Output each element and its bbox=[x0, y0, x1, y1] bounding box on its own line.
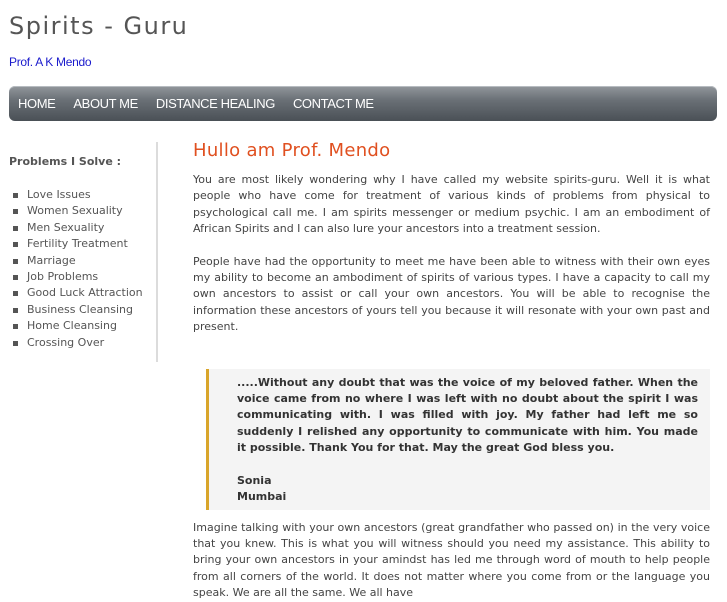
sidebar-item-women-sexuality[interactable] bbox=[9, 203, 156, 219]
nav-about-me[interactable]: ABOUT ME bbox=[73, 96, 138, 111]
intro-paragraph: You are most likely wondering why I have called my website spirits-guru. Well it is what people who have come for treatment of various kinds of problems from physical to psychological call me. I am spirits messenger or medium psychic. I am an embodiment of African Spirits and I can also lure your ancestors into a treatment session. bbox=[193, 173, 710, 236]
nav-contact-me[interactable]: CONTACT ME bbox=[292, 96, 374, 111]
sidebar-item-good-luck-attraction[interactable] bbox=[9, 285, 156, 301]
bullet-icon bbox=[13, 226, 18, 231]
main-content bbox=[193, 140, 710, 602]
bullet-icon bbox=[13, 291, 18, 296]
sidebar bbox=[9, 142, 158, 362]
sidebar-item-label: Home Cleansing bbox=[27, 319, 117, 333]
sidebar-heading: Problems I Solve : bbox=[9, 155, 122, 168]
bullet-icon bbox=[13, 242, 18, 247]
bullet-icon bbox=[13, 324, 18, 329]
sidebar-item-marriage[interactable] bbox=[9, 253, 156, 269]
sidebar-item-label: Fertility Treatment bbox=[27, 237, 128, 251]
bullet-icon bbox=[13, 275, 18, 280]
bullet-icon bbox=[13, 193, 18, 198]
site-subtitle: Prof. A K Mendo bbox=[9, 55, 92, 69]
nav-list bbox=[9, 86, 717, 121]
testimonial-quote bbox=[206, 369, 710, 510]
sidebar-item-label: Crossing Over bbox=[27, 335, 105, 349]
bullet-icon bbox=[13, 341, 18, 346]
second-paragraph: People have had the opportunity to meet me have been able to witness with their own eyes my ability to become an ambodiment of spirits of various types. I have a capacity to call my own ancestors to assist or call your own ancestors. You will be able to recognise the information these ancestors of yours tell you because it will resonate with your own past and present. bbox=[193, 254, 710, 334]
problems-list bbox=[9, 187, 156, 351]
bullet-icon bbox=[13, 308, 18, 313]
nav-distance-healing[interactable]: DISTANCE HEALING bbox=[155, 96, 275, 111]
testimonial-city: Mumbai bbox=[237, 490, 287, 504]
sidebar-item-label: Good Luck Attraction bbox=[27, 286, 143, 300]
sidebar-item-fertility-treatment[interactable] bbox=[9, 236, 156, 252]
sidebar-item-business-cleansing[interactable] bbox=[9, 302, 156, 318]
third-paragraph: Imagine talking with your own ancestors (great grandfather who passed on) in the very voice that you knew. This is what you will witness should you need my assistance. This ability to bring your own ancestors in your amindst has led me through word of mouth to help people from all corners of the world. It does not matter where you come from or the language you speak. We are all the same. We all have bbox=[193, 520, 710, 600]
sidebar-item-label: Marriage bbox=[27, 253, 76, 267]
sidebar-item-label: Women Sexuality bbox=[27, 204, 123, 218]
sidebar-item-crossing-over[interactable] bbox=[9, 335, 156, 351]
bullet-icon bbox=[13, 259, 18, 264]
sidebar-item-home-cleansing[interactable] bbox=[9, 318, 156, 334]
nav-home[interactable]: HOME bbox=[18, 96, 56, 111]
site-title: Spirits - Guru bbox=[9, 12, 189, 40]
sidebar-item-job-problems[interactable] bbox=[9, 269, 156, 285]
page-heading: Hullo am Prof. Mendo bbox=[193, 140, 391, 161]
testimonial-text: .....Without any doubt that was the voice of my beloved father. When the voice came from no where I was left with no doubt about the spirit I was communicating with. I was filled with joy. My father had left me so suddenly I relished any opportunity to communicate with him. You made it possible. Thank You for that. May the great God bless you. bbox=[237, 375, 698, 455]
bullet-icon bbox=[13, 209, 18, 214]
sidebar-item-men-sexuality[interactable] bbox=[9, 220, 156, 236]
sidebar-item-label: Love Issues bbox=[27, 188, 91, 201]
sidebar-item-label: Job Problems bbox=[27, 270, 99, 284]
sidebar-item-love-issues[interactable] bbox=[9, 187, 156, 203]
sidebar-item-label: Business Cleansing bbox=[27, 302, 133, 316]
main-navigation bbox=[9, 86, 717, 121]
testimonial-author: Sonia bbox=[237, 473, 272, 487]
sidebar-item-label: Men Sexuality bbox=[27, 220, 105, 234]
